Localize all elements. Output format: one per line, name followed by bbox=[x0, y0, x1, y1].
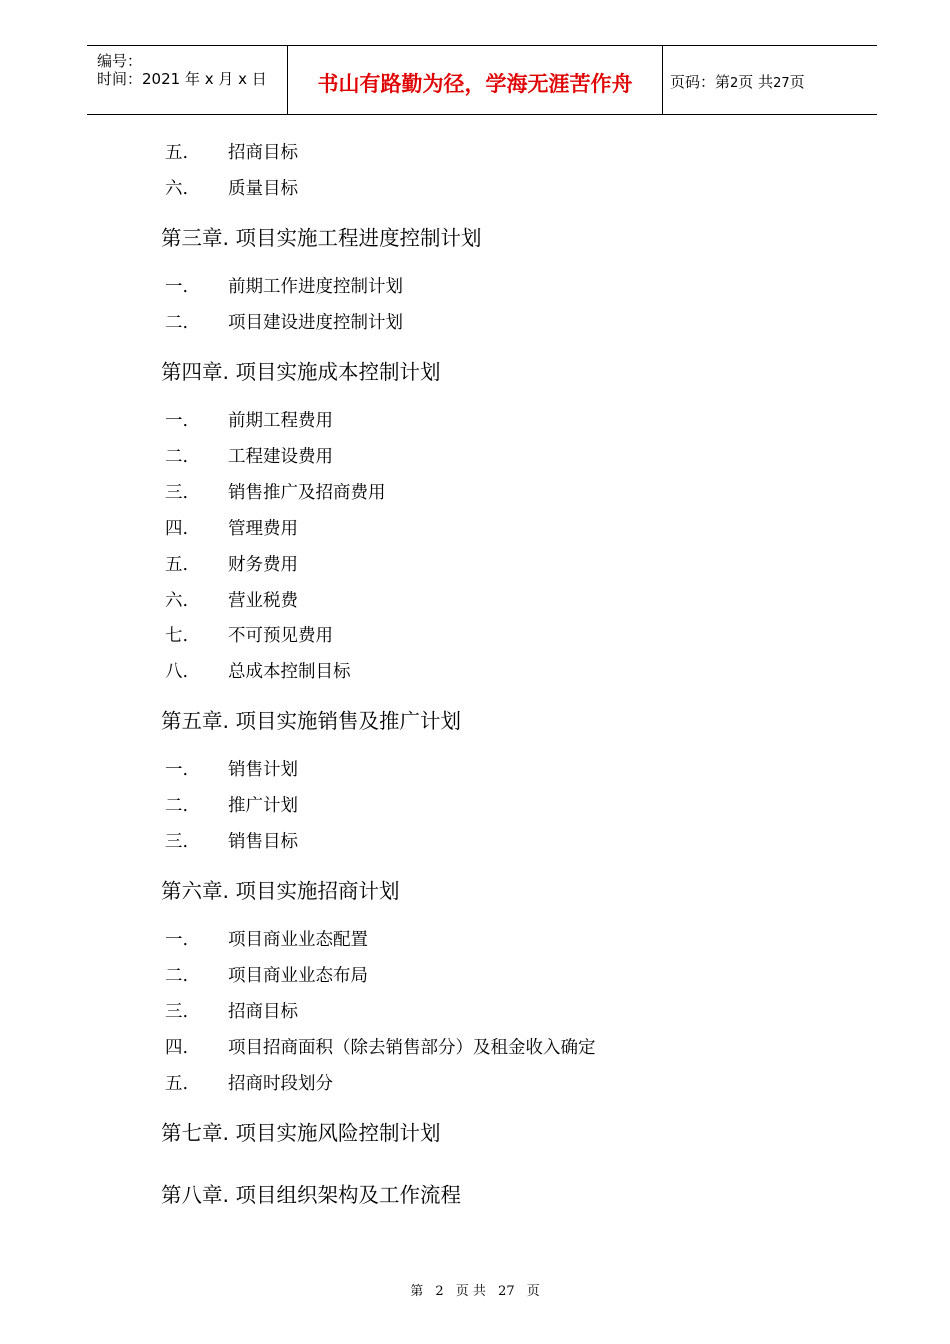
toc-item-text: 项目建设进度控制计划 bbox=[228, 313, 403, 333]
toc-item-text: 销售推广及招商费用 bbox=[228, 483, 386, 503]
toc-item-number: 一. bbox=[165, 930, 189, 950]
toc-item-number: 六. bbox=[165, 179, 189, 199]
page-info bbox=[670, 71, 805, 92]
page-label: 页码：第 bbox=[670, 73, 731, 91]
toc-item-number: 三. bbox=[165, 1002, 189, 1022]
current-page: 2 bbox=[730, 76, 739, 91]
toc-item-number: 一. bbox=[165, 760, 189, 780]
motto: 书山有路勤为径，学海无涯苦作舟 bbox=[317, 72, 633, 96]
toc-item-text: 工程建设费用 bbox=[228, 447, 333, 467]
toc-item-text: 招商目标 bbox=[228, 1002, 298, 1022]
toc-item-text: 销售计划 bbox=[228, 760, 298, 780]
toc-item-text: 质量目标 bbox=[228, 179, 298, 199]
toc-item-text: 项目商业业态配置 bbox=[228, 930, 368, 950]
toc-item-number: 二. bbox=[165, 447, 189, 467]
footer-total: 27 bbox=[498, 1284, 515, 1299]
page-footer bbox=[0, 1280, 950, 1299]
toc-item-number: 五. bbox=[165, 1074, 189, 1094]
toc-item-number: 三. bbox=[165, 483, 189, 503]
toc-item-text: 招商目标 bbox=[228, 143, 298, 163]
chapter-8-title: 第八章. 项目组织架构及工作流程 bbox=[161, 1183, 462, 1207]
chapter-7-title: 第七章. 项目实施风险控制计划 bbox=[161, 1121, 441, 1145]
chapter-6-title: 第六章. 项目实施招商计划 bbox=[161, 879, 400, 903]
toc-item-number: 一. bbox=[165, 411, 189, 431]
toc-item-number: 六. bbox=[165, 591, 189, 611]
page-mid: 页 共 bbox=[738, 73, 774, 91]
toc-item-number: 八. bbox=[165, 662, 189, 682]
number-label: 编号： bbox=[97, 52, 143, 70]
toc-item-text: 前期工程费用 bbox=[228, 411, 333, 431]
chapter-4-title: 第四章. 项目实施成本控制计划 bbox=[161, 360, 441, 384]
toc-item-text: 推广计划 bbox=[228, 796, 298, 816]
toc-item-number: 五. bbox=[165, 555, 189, 575]
footer-page: 2 bbox=[435, 1284, 444, 1299]
toc-item-text: 项目商业业态布局 bbox=[228, 966, 368, 986]
footer-text-b: 页 共 bbox=[455, 1284, 486, 1299]
header-motto-cell bbox=[287, 46, 663, 114]
footer-text-a: 第 bbox=[410, 1284, 424, 1299]
toc-item-text: 总成本控制目标 bbox=[228, 662, 351, 682]
page-header bbox=[87, 45, 877, 115]
toc-item-text: 项目招商面积（除去销售部分）及租金收入确定 bbox=[228, 1038, 596, 1058]
toc-item-text: 招商时段划分 bbox=[228, 1074, 333, 1094]
toc-item-text: 营业税费 bbox=[228, 591, 298, 611]
toc-item-number: 四. bbox=[165, 1038, 189, 1058]
header-page-cell bbox=[662, 46, 877, 114]
chapter-3-title: 第三章. 项目实施工程进度控制计划 bbox=[161, 226, 482, 250]
footer-text-c: 页 bbox=[526, 1284, 540, 1299]
toc-item-number: 七. bbox=[165, 626, 189, 646]
toc-item-text: 前期工作进度控制计划 bbox=[228, 277, 403, 297]
toc-item-number: 五. bbox=[165, 143, 189, 163]
toc-item-number: 一. bbox=[165, 277, 189, 297]
toc-item-text: 销售目标 bbox=[228, 832, 298, 852]
chapter-5-title: 第五章. 项目实施销售及推广计划 bbox=[161, 709, 462, 733]
toc-item-number: 二. bbox=[165, 796, 189, 816]
toc-item-text: 管理费用 bbox=[228, 519, 298, 539]
time-label: 时间：2021 年 x 月 x 日 bbox=[97, 70, 267, 88]
toc-item-number: 四. bbox=[165, 519, 189, 539]
toc-item-number: 二. bbox=[165, 313, 189, 333]
total-pages: 27 bbox=[773, 76, 790, 91]
toc-item-text: 财务费用 bbox=[228, 555, 298, 575]
page-end: 页 bbox=[789, 73, 805, 91]
toc-item-number: 二. bbox=[165, 966, 189, 986]
toc-item-text: 不可预见费用 bbox=[228, 626, 333, 646]
header-info-cell bbox=[87, 46, 287, 114]
toc-item-number: 三. bbox=[165, 832, 189, 852]
